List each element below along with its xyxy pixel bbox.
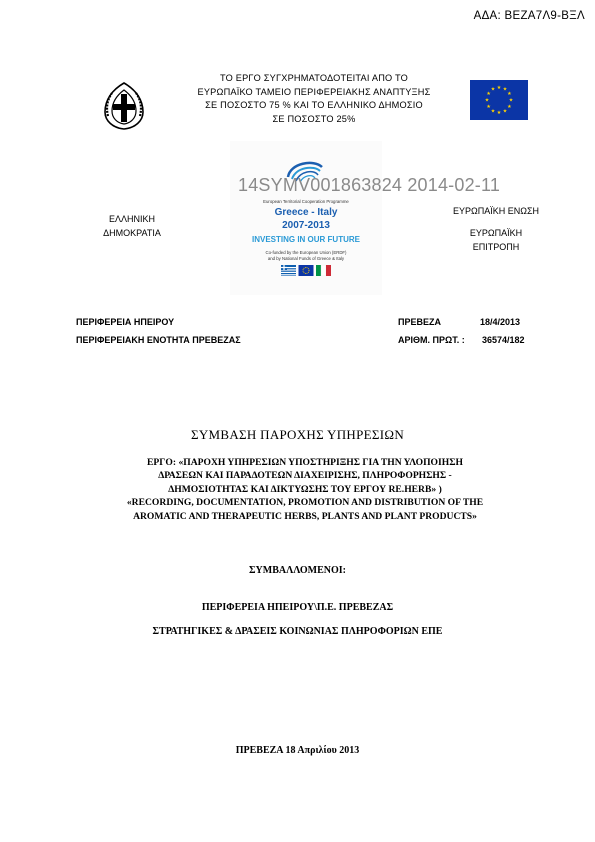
svg-text:★: ★	[502, 86, 508, 93]
svg-text:★: ★	[496, 85, 502, 91]
eu-flag-icon	[470, 80, 528, 120]
svg-text:★: ★	[486, 91, 491, 97]
funding-line: ΕΥΡΩΠΑΪΚΟ ΤΑΜΕΙΟ ΠΕΡΙΦΕΡΕΙΑΚΗΣ ΑΝΑΠΤΥΞΗΣ	[197, 86, 431, 97]
commission-line: ΕΠΙΤΡΟΠΗ	[472, 242, 520, 252]
funding-line: ΤΟ ΕΡΓΟ ΣΥΓΧΡΗΜΑΤΟΔΟΤΕΙΤΑΙ ΑΠΟ ΤΟ	[220, 73, 408, 83]
region-label: ΠΕΡΙΦΕΡΕΙΑ ΗΠΕΙΡΟΥ	[76, 317, 175, 327]
european-commission-label	[436, 226, 556, 254]
party-company: ΣΤΡΑΤΗΓΙΚΕΣ & ΔΡΑΣΕΙΣ ΚΟΙΝΩΝΙΑΣ ΠΛΗΡΟΦΟΡΙΩΝ ΕΠΕ	[152, 626, 443, 637]
svg-text:★: ★	[507, 91, 512, 97]
contract-title: ΣΥΜΒΑΣΗ ΠΑΡΟΧΗΣ ΥΠΗΡΕΣΙΩΝ	[190, 427, 405, 442]
regional-unit-label: ΠΕΡΙΦΕΡΕΙΑΚΗ ΕΝΟΤΗΤΑ ΠΡΕΒΕΖΑΣ	[76, 335, 241, 345]
european-union-label: ΕΥΡΩΠΑΪΚΗ ΕΝΩΣΗ	[452, 206, 540, 216]
svg-text:★: ★	[502, 108, 508, 115]
footer-date: ΠΡΕΒΕΖΑ 18 Απριλίου 2013	[235, 745, 360, 756]
svg-text:★: ★	[490, 108, 496, 115]
registration-watermark: 14SYMV001863824 2014-02-11	[238, 175, 501, 195]
project-line: ΔΡΑΣΕΩΝ ΚΑΙ ΠΑΡΑΔΟΤΕΩΝ ΔΙΑΧΕΙΡΙΣΗΣ, ΠΛΗΡΟΦΟΡΗΣΗΣ -	[158, 470, 452, 482]
parties-heading: ΣΥΜΒΑΛΛΟΜΕΝΟΙ:	[249, 565, 346, 576]
party-region: ΠΕΡΙΦΕΡΕΙΑ ΗΠΕΙΡΟΥ\Π.Ε. ΠΡΕΒΕΖΑΣ	[201, 602, 394, 613]
svg-text:★: ★	[508, 97, 514, 104]
funding-line: ΣΕ ΠΟΣΟΣΤΟ 25%	[272, 113, 356, 124]
svg-text:★: ★	[496, 110, 502, 116]
commission-line: ΕΥΡΩΠΑΪΚΗ	[469, 228, 523, 238]
hellenic-republic-label	[72, 212, 192, 240]
project-description	[80, 456, 530, 523]
document-date: 18/4/2013	[480, 317, 521, 327]
project-line: «RECORDING, DOCUMENTATION, PROMOTION AND DISTRIBUTION OF THE	[126, 497, 484, 509]
project-line: ΕΡΓΟ: «ΠΑΡΟΧΗ ΥΠΗΡΕΣΙΩΝ ΥΠΟΣΤΗΡΙΞΗΣ ΓΙΑ ΤΗΝ ΥΛΟΠΟΙΗΣΗ	[147, 457, 463, 468]
svg-text:★: ★	[484, 97, 490, 104]
programme-slogan: INVESTING IN OUR FUTURE	[251, 235, 360, 244]
funding-statement	[180, 72, 448, 126]
cofund-line-2: and by National Funds of Greece & Italy	[267, 256, 345, 261]
svg-text:★: ★	[507, 104, 512, 110]
greek-emblem-icon	[98, 80, 150, 132]
programme-name: Greece - Italy	[274, 207, 338, 218]
ada-code: ΑΔΑ: ΒΕΖΑ7Λ9-ΒΞΛ	[473, 10, 585, 22]
left-header-line: ΔΗΜΟΚΡΑΤΙΑ	[103, 228, 161, 238]
funding-line: ΣΕ ΠΟΣΟΣΤΟ 75 % ΚΑΙ ΤΟ ΕΛΛΗΝΙΚΟ ΔΗΜΟΣΙΟ	[205, 100, 423, 110]
protocol-number: 36574/182	[482, 335, 525, 345]
programme-years: 2007-2013	[282, 220, 330, 231]
project-line: ΔΗΜΟΣΙΟΤΗΤΑΣ ΚΑΙ ΔΙΚΤΥΩΣΗΣ ΤΟΥ ΕΡΓΟΥ RE.HERB» )	[168, 483, 442, 495]
svg-text:★: ★	[486, 104, 491, 110]
greece-italy-programme-logo	[230, 141, 382, 295]
programme-label: European Territorial Cooperation Programme	[263, 199, 349, 204]
left-header-line: ΕΛΛΗΝΙΚΗ	[108, 214, 156, 224]
place-label: ΠΡΕΒΕΖΑ	[398, 317, 442, 327]
protocol-label: ΑΡΙΘΜ. ΠΡΩΤ. :	[398, 335, 465, 345]
cofund-line-1: Co-funded by the European Union (ERDF)	[265, 250, 347, 255]
partner-flags-icon	[281, 265, 331, 276]
svg-text:★: ★	[490, 86, 496, 93]
project-line: AROMATIC AND THERAPEUTIC HERBS, PLANTS AND PLANT PRODUCTS»	[133, 510, 477, 522]
